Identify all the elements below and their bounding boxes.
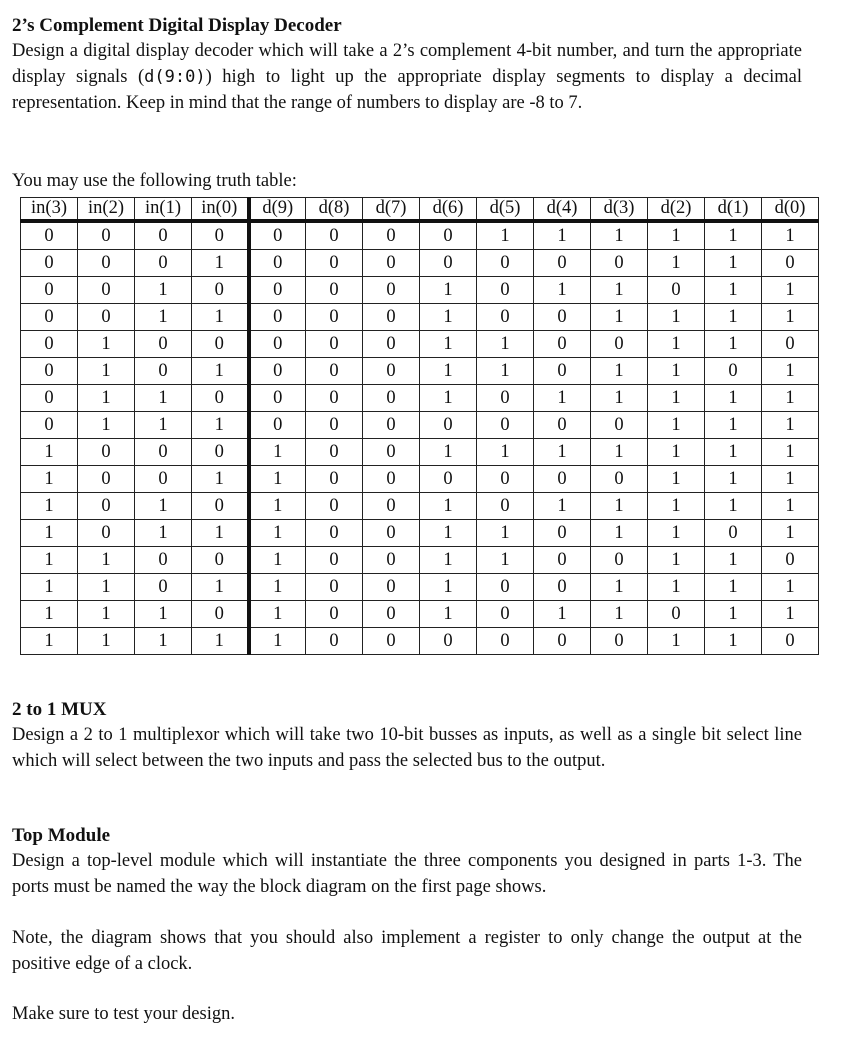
truth-table-cell: 0: [420, 412, 477, 439]
truth-table-cell: 1: [135, 601, 192, 628]
truth-table-cell: 1: [135, 412, 192, 439]
truth-table-header-cell: d(6): [420, 198, 477, 222]
truth-table-cell: 1: [192, 250, 249, 277]
truth-table-cell: 0: [534, 250, 591, 277]
truth-table-cell: 0: [363, 358, 420, 385]
truth-table-cell: 0: [591, 331, 648, 358]
truth-table-cell: 1: [135, 277, 192, 304]
truth-table-cell: 1: [705, 385, 762, 412]
truth-table-cell: 1: [420, 331, 477, 358]
truth-table-cell: 0: [135, 358, 192, 385]
truth-table-cell: 0: [192, 493, 249, 520]
truth-table-cell: 1: [705, 304, 762, 331]
truth-table-cell: 1: [705, 601, 762, 628]
truth-table-cell: 1: [78, 331, 135, 358]
truth-table-cell: 1: [420, 520, 477, 547]
truth-table-cell: 0: [420, 466, 477, 493]
truth-table-cell: 1: [135, 493, 192, 520]
truth-table-cell: 1: [648, 412, 705, 439]
truth-table: [20, 197, 819, 655]
truth-table-cell: 1: [420, 547, 477, 574]
truth-table-row: [21, 250, 819, 277]
truth-table-header-cell: d(0): [762, 198, 819, 222]
truth-table-cell: 0: [249, 221, 306, 250]
truth-table-cell: 0: [363, 466, 420, 493]
truth-table-cell: 0: [78, 277, 135, 304]
truth-table-cell: 1: [249, 628, 306, 655]
truth-table-cell: 0: [78, 466, 135, 493]
truth-table-cell: 1: [534, 439, 591, 466]
truth-table-cell: 1: [249, 520, 306, 547]
truth-table-cell: 0: [306, 466, 363, 493]
truth-table-cell: 1: [648, 466, 705, 493]
truth-table-cell: 1: [78, 628, 135, 655]
truth-table-cell: 0: [591, 250, 648, 277]
truth-table-cell: 0: [477, 385, 534, 412]
truth-table-cell: 1: [591, 221, 648, 250]
truth-table-header-cell: in(2): [78, 198, 135, 222]
truth-table-cell: 0: [477, 628, 534, 655]
closing-instruction: Make sure to test your design.: [12, 1004, 235, 1024]
truth-table-row: [21, 439, 819, 466]
truth-table-cell: 0: [477, 493, 534, 520]
truth-table-row: [21, 466, 819, 493]
truth-table-cell: 1: [705, 547, 762, 574]
truth-table-cell: 1: [477, 221, 534, 250]
truth-table-cell: 1: [534, 277, 591, 304]
truth-table-row: [21, 547, 819, 574]
truth-table-cell: 0: [363, 439, 420, 466]
truth-table-cell: 0: [21, 277, 78, 304]
truth-table-cell: 1: [192, 304, 249, 331]
truth-table-cell: 0: [363, 520, 420, 547]
truth-table-cell: 0: [135, 250, 192, 277]
truth-table-cell: 1: [420, 574, 477, 601]
truth-table-cell: 1: [534, 385, 591, 412]
truth-table-cell: 1: [648, 385, 705, 412]
decoder-title: 2’s Complement Digital Display Decoder: [12, 15, 342, 36]
truth-table-cell: 1: [192, 520, 249, 547]
truth-table-cell: 1: [762, 412, 819, 439]
truth-table-cell: 0: [21, 250, 78, 277]
truth-table-cell: 0: [21, 304, 78, 331]
truth-table-cell: 1: [705, 493, 762, 520]
truth-table-cell: 0: [534, 628, 591, 655]
truth-table-row: [21, 574, 819, 601]
truth-table-cell: 0: [249, 385, 306, 412]
truth-table-cell: 1: [705, 331, 762, 358]
truth-table-cell: 0: [705, 358, 762, 385]
truth-table-cell: 0: [249, 331, 306, 358]
truth-table-row: [21, 358, 819, 385]
truth-table-cell: 1: [420, 493, 477, 520]
truth-table-cell: 0: [306, 331, 363, 358]
truth-table-header-cell: d(9): [249, 198, 306, 222]
truth-table-header-cell: d(2): [648, 198, 705, 222]
truth-table-cell: 1: [420, 439, 477, 466]
truth-table-cell: 1: [78, 412, 135, 439]
truth-table-cell: 0: [306, 277, 363, 304]
truth-table-cell: 1: [591, 601, 648, 628]
truth-table-cell: 0: [306, 520, 363, 547]
truth-table-cell: 0: [306, 493, 363, 520]
truth-table-cell: 1: [591, 277, 648, 304]
truth-table-cell: 0: [21, 358, 78, 385]
truth-table-cell: 1: [762, 304, 819, 331]
truth-table-cell: 0: [78, 304, 135, 331]
truth-table-cell: 0: [762, 628, 819, 655]
truth-table-cell: 1: [249, 466, 306, 493]
truth-table-row: [21, 412, 819, 439]
truth-table-cell: 0: [192, 601, 249, 628]
truth-table-cell: 1: [78, 547, 135, 574]
truth-table-cell: 1: [135, 304, 192, 331]
truth-table-cell: 0: [534, 331, 591, 358]
truth-table-cell: 0: [192, 277, 249, 304]
truth-table-cell: 1: [477, 331, 534, 358]
truth-table-cell: 1: [648, 547, 705, 574]
truth-table-cell: 1: [705, 628, 762, 655]
truth-table-cell: 1: [591, 358, 648, 385]
truth-table-header-row: [21, 198, 819, 222]
truth-table-cell: 1: [534, 601, 591, 628]
truth-table-cell: 0: [534, 466, 591, 493]
truth-table-cell: 0: [762, 250, 819, 277]
truth-table-cell: 1: [135, 385, 192, 412]
truth-table-cell: 1: [762, 493, 819, 520]
truth-table-cell: 1: [477, 358, 534, 385]
truth-table-cell: 0: [135, 439, 192, 466]
truth-table-cell: 0: [363, 385, 420, 412]
truth-table-cell: 1: [192, 574, 249, 601]
truth-table-cell: 1: [420, 304, 477, 331]
truth-table-cell: 1: [21, 439, 78, 466]
truth-table-cell: 0: [363, 221, 420, 250]
truth-table-cell: 0: [477, 250, 534, 277]
truth-table-header-cell: d(5): [477, 198, 534, 222]
truth-table-cell: 1: [762, 221, 819, 250]
truth-table-cell: 1: [705, 221, 762, 250]
truth-table-cell: 1: [477, 520, 534, 547]
truth-table-cell: 0: [249, 277, 306, 304]
truth-table-cell: 1: [648, 304, 705, 331]
truth-table-cell: 1: [705, 439, 762, 466]
decoder-description-end: ) high to light up the appropriate display segments to display a decimal representation. Keep in mind that the range of numbers to display are -8 to 7.: [12, 67, 802, 113]
truth-table-cell: 0: [477, 574, 534, 601]
truth-table-cell: 0: [705, 520, 762, 547]
truth-table-header-cell: d(3): [591, 198, 648, 222]
truth-table-cell: 0: [192, 547, 249, 574]
truth-table-header-cell: in(3): [21, 198, 78, 222]
truth-table-cell: 0: [249, 358, 306, 385]
truth-table-cell: 0: [420, 250, 477, 277]
truth-table-cell: 0: [21, 385, 78, 412]
truth-table-cell: 1: [420, 385, 477, 412]
truth-table-header-cell: in(1): [135, 198, 192, 222]
truth-table-cell: 0: [135, 466, 192, 493]
truth-table-cell: 1: [705, 277, 762, 304]
truth-table-header-cell: d(4): [534, 198, 591, 222]
truth-table-cell: 1: [762, 277, 819, 304]
truth-table-cell: 1: [534, 221, 591, 250]
truth-table-cell: 0: [477, 412, 534, 439]
truth-table-row: [21, 385, 819, 412]
truth-table-cell: 1: [249, 547, 306, 574]
truth-table-cell: 0: [306, 221, 363, 250]
truth-table-cell: 1: [249, 574, 306, 601]
truth-table-cell: 0: [534, 574, 591, 601]
truth-table-cell: 0: [306, 304, 363, 331]
truth-table-cell: 1: [78, 601, 135, 628]
truth-table-body: [21, 221, 819, 655]
truth-table-cell: 0: [534, 547, 591, 574]
truth-table-cell: 1: [192, 412, 249, 439]
truth-table-cell: 1: [705, 574, 762, 601]
truth-table-cell: 1: [705, 250, 762, 277]
truth-table-cell: 1: [420, 601, 477, 628]
mux-description: Design a 2 to 1 multiplexor which will take two 10-bit busses as inputs, as well as a single bit select line which will select between the two inputs and pass the selected bus to the output.: [12, 725, 802, 771]
truth-table-cell: 1: [192, 466, 249, 493]
truth-table-cell: 1: [648, 628, 705, 655]
truth-table-cell: 0: [249, 412, 306, 439]
truth-table-cell: 1: [135, 628, 192, 655]
truth-table-row: [21, 331, 819, 358]
truth-table-cell: 0: [135, 547, 192, 574]
truth-table-row: [21, 221, 819, 250]
truth-table-cell: 0: [363, 574, 420, 601]
truth-table-cell: 0: [249, 304, 306, 331]
truth-table-row: [21, 628, 819, 655]
top-module-description: Design a top-level module which will instantiate the three components you designed in parts 1-3. The ports must be named the way the block diagram on the first page shows.: [12, 851, 802, 897]
truth-table-cell: 1: [762, 466, 819, 493]
truth-table-cell: 0: [135, 331, 192, 358]
display-signal-name: d(9:0): [144, 67, 206, 87]
mux-title: 2 to 1 MUX: [12, 699, 107, 720]
truth-table-cell: 0: [306, 250, 363, 277]
truth-table-cell: 1: [591, 520, 648, 547]
truth-table-cell: 1: [762, 574, 819, 601]
truth-table-cell: 0: [534, 412, 591, 439]
truth-table-cell: 1: [591, 493, 648, 520]
truth-table-cell: 1: [420, 277, 477, 304]
truth-table-cell: 1: [762, 520, 819, 547]
truth-table-cell: 0: [21, 221, 78, 250]
truth-table-header-cell: d(7): [363, 198, 420, 222]
truth-table-row: [21, 493, 819, 520]
truth-table-header-cell: in(0): [192, 198, 249, 222]
truth-table-cell: 0: [306, 547, 363, 574]
truth-table-cell: 0: [762, 547, 819, 574]
truth-table-cell: 0: [363, 277, 420, 304]
truth-table-cell: 1: [648, 358, 705, 385]
truth-table-row: [21, 277, 819, 304]
truth-table-cell: 0: [534, 358, 591, 385]
truth-table-cell: 0: [306, 628, 363, 655]
truth-table-cell: 1: [591, 304, 648, 331]
top-module-title: Top Module: [12, 825, 111, 846]
decoder-description: [12, 38, 802, 116]
truth-table-row: [21, 304, 819, 331]
truth-table-cell: 0: [78, 439, 135, 466]
truth-table-cell: 1: [249, 493, 306, 520]
truth-table-cell: 0: [306, 412, 363, 439]
truth-table-cell: 1: [21, 520, 78, 547]
truth-table-cell: 1: [21, 601, 78, 628]
truth-table-cell: 1: [648, 331, 705, 358]
truth-table-cell: 1: [648, 439, 705, 466]
truth-table-cell: 0: [534, 304, 591, 331]
truth-table-header-cell: d(1): [705, 198, 762, 222]
truth-table-cell: 0: [420, 221, 477, 250]
truth-table-cell: 0: [135, 221, 192, 250]
truth-table-cell: 1: [192, 628, 249, 655]
truth-table-cell: 0: [477, 277, 534, 304]
truth-table-cell: 0: [591, 412, 648, 439]
truth-table-cell: 1: [648, 250, 705, 277]
truth-table-cell: 0: [306, 601, 363, 628]
truth-table-cell: 1: [21, 493, 78, 520]
truth-table-row: [21, 520, 819, 547]
truth-table-cell: 0: [477, 304, 534, 331]
truth-table-cell: 0: [363, 412, 420, 439]
truth-table-cell: 0: [363, 493, 420, 520]
truth-table-cell: 1: [648, 221, 705, 250]
truth-table-cell: 1: [534, 493, 591, 520]
truth-table-cell: 0: [363, 547, 420, 574]
truth-table-cell: 0: [477, 466, 534, 493]
truth-table-cell: 0: [78, 493, 135, 520]
truth-table-cell: 1: [648, 574, 705, 601]
truth-table-cell: 1: [78, 358, 135, 385]
truth-table-cell: 0: [591, 547, 648, 574]
truth-table-cell: 1: [135, 520, 192, 547]
truth-table-cell: 1: [78, 385, 135, 412]
register-note: Note, the diagram shows that you should also implement a register to only change the output at the positive edge of a clock.: [12, 928, 802, 974]
truth-table-cell: 0: [420, 628, 477, 655]
truth-table-cell: 0: [192, 439, 249, 466]
truth-table-cell: 0: [78, 221, 135, 250]
truth-table-cell: 1: [591, 439, 648, 466]
truth-table-cell: 0: [78, 520, 135, 547]
truth-table-cell: 1: [249, 601, 306, 628]
truth-table-cell: 0: [363, 601, 420, 628]
truth-table-cell: 0: [363, 331, 420, 358]
truth-table-cell: 0: [21, 331, 78, 358]
truth-table-cell: 1: [78, 574, 135, 601]
truth-table-cell: 0: [192, 221, 249, 250]
truth-table-cell: 0: [135, 574, 192, 601]
truth-table-cell: 1: [591, 574, 648, 601]
truth-table-cell: 1: [477, 439, 534, 466]
truth-table-cell: 1: [705, 412, 762, 439]
truth-table-cell: 0: [306, 574, 363, 601]
truth-table-cell: 1: [477, 547, 534, 574]
truth-table-cell: 0: [192, 385, 249, 412]
truth-table-cell: 0: [249, 250, 306, 277]
truth-table-container: [20, 197, 819, 655]
truth-table-cell: 1: [762, 358, 819, 385]
truth-table-cell: 1: [762, 601, 819, 628]
truth-table-cell: 1: [192, 358, 249, 385]
decoder-description-start: Design a digital display decoder which will take a 2’s complement 4-bit number, and turn the appropriate display signals (: [12, 41, 802, 87]
truth-table-cell: 0: [648, 277, 705, 304]
truth-table-cell: 0: [192, 331, 249, 358]
truth-table-cell: 1: [420, 358, 477, 385]
truth-table-cell: 0: [477, 601, 534, 628]
truth-table-cell: 1: [21, 574, 78, 601]
truth-table-cell: 1: [762, 385, 819, 412]
truth-table-row: [21, 601, 819, 628]
truth-table-cell: 1: [762, 439, 819, 466]
truth-table-cell: 0: [363, 250, 420, 277]
truth-table-cell: 0: [306, 439, 363, 466]
truth-table-cell: 1: [21, 547, 78, 574]
truth-table-cell: 0: [363, 304, 420, 331]
truth-table-intro: You may use the following truth table:: [12, 171, 297, 191]
truth-table-cell: 0: [591, 628, 648, 655]
truth-table-cell: 0: [363, 628, 420, 655]
truth-table-cell: 0: [534, 520, 591, 547]
truth-table-cell: 1: [21, 466, 78, 493]
truth-table-cell: 0: [21, 412, 78, 439]
truth-table-cell: 1: [591, 385, 648, 412]
truth-table-cell: 1: [21, 628, 78, 655]
truth-table-cell: 0: [306, 385, 363, 412]
truth-table-cell: 1: [249, 439, 306, 466]
truth-table-header-cell: d(8): [306, 198, 363, 222]
truth-table-cell: 1: [648, 520, 705, 547]
truth-table-cell: 1: [648, 493, 705, 520]
truth-table-cell: 1: [705, 466, 762, 493]
truth-table-cell: 0: [648, 601, 705, 628]
truth-table-cell: 0: [762, 331, 819, 358]
truth-table-cell: 0: [591, 466, 648, 493]
truth-table-cell: 0: [78, 250, 135, 277]
truth-table-cell: 0: [306, 358, 363, 385]
